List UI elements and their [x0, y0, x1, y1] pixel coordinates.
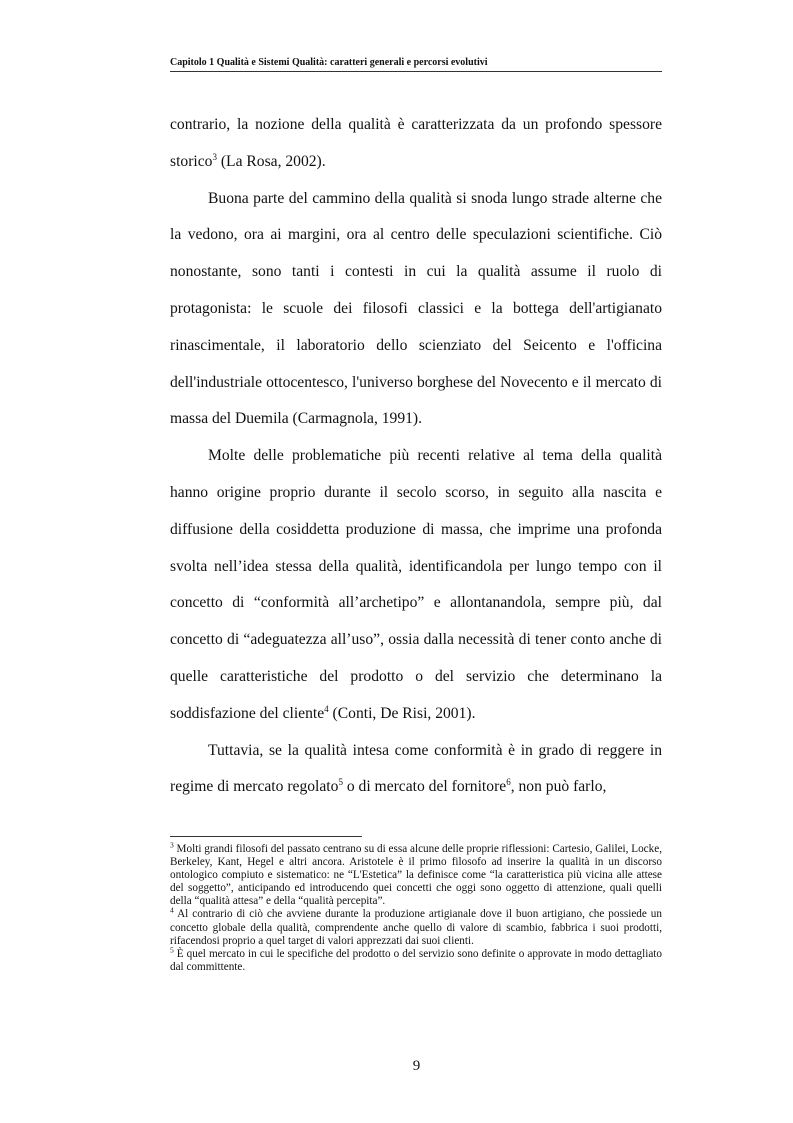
- paragraph-4-text-a: Tuttavia, se la qualità intesa come conformità è in grado di reggere in regime di mercato regolato: [170, 741, 662, 796]
- running-header: Capitolo 1 Qualità e Sistemi Qualità: caratteri generali e percorsi evolutivi: [170, 57, 488, 68]
- paragraph-1-text-a: contrario, la nozione della qualità è caratterizzata da un profondo spessore storico: [170, 116, 662, 170]
- page-number: 9: [412, 1058, 421, 1074]
- footnote-number: 4: [170, 905, 174, 915]
- footnote-separator: [170, 836, 362, 837]
- paragraph-3-text-a: Molte delle problematiche più recenti relative al tema della qualità hanno origine proprio durante il secolo scorso, in seguito alla nascita e diffusione della cosiddetta produzione di massa, che imprime una profonda svolta nell’idea stessa della qualità, identificandola per lungo tempo con il concetto di “conformità all’archetipo” e allontanandola, sempre più, dal concetto di “adeguatezza all’uso”, ossia dalla necessità di tener conto anche di quelle caratteristiche del prodotto o del servizio che determinano la soddisfazione del cliente: [170, 447, 662, 722]
- footnote-ref-3: 3: [212, 151, 217, 162]
- paragraph-1: [170, 107, 662, 181]
- footnote-ref-5: 5: [338, 777, 343, 788]
- footnote-3: [170, 840, 662, 908]
- paragraph-1-text-b: (La Rosa, 2002).: [216, 152, 326, 170]
- footnotes: [170, 840, 662, 974]
- footnote-text: Al contrario di ciò che avviene durante la produzione artigianale dove il buon artigiano, che possiede un concetto globale della qualità, comprendente anche quello di valore di scambio, fabbrica i suoi prodotti, rifacendosi proprio a quel target di valori apprezzati dai suoi clienti.: [170, 908, 662, 947]
- footnote-5: [170, 945, 662, 974]
- paragraph-4-text-b: o di mercato del fornitore: [342, 778, 507, 796]
- footnote-ref-4: 4: [324, 703, 329, 714]
- footnote-4: [170, 905, 662, 947]
- footnote-text: Molti grandi filosofi del passato centrano su di essa alcune delle proprie riflessioni: Cartesio, Galilei, Locke, Berkeley, Kant, Hegel e altri ancora. Aristotele è il primo filosofo ad inserire la qualità in un discorso ontologico compiuto e sistematico: ne “L'Estetica” la definisce come “la caratteristica più vicina alle attese del soggetto”, anticipando ed introducendo quei concetti che oggi sono oggetto di attenzione, quali quelli della “qualità attesa” e della “qualità percepita”.: [170, 843, 662, 908]
- paragraph-2: Buona parte del cammino della qualità si snoda lungo strade alterne che la vedono, ora ai margini, ora al centro delle speculazioni scientifiche. Ciò nonostante, sono tanti i contesti in cui la qualità assume il ruolo di protagonista: le scuole dei filosofi classici e la bottega dell'artigianato rinascimentale, il laboratorio dello scienziato del Seicento e l'officina dell'industriale ottocentesco, l'universo borghese del Novecento e il mercato di massa del Duemila (Carmagnola, 1991).: [170, 189, 662, 428]
- body-text: [170, 107, 662, 806]
- paragraph-4: [170, 733, 662, 807]
- footnote-text: È quel mercato in cui le specifiche del prodotto o del servizio sono definite o approvate in modo dettagliato dal committente.: [170, 947, 662, 973]
- footnote-number: 3: [170, 840, 174, 850]
- paragraph-3-text-b: (Conti, De Risi, 2001).: [328, 704, 476, 722]
- paragraph-3: [170, 438, 662, 732]
- header-rule: [170, 71, 662, 72]
- paragraph-4-text-c: , non può farlo,: [510, 778, 607, 796]
- footnote-ref-6: 6: [506, 777, 511, 788]
- footnote-number: 5: [170, 945, 174, 955]
